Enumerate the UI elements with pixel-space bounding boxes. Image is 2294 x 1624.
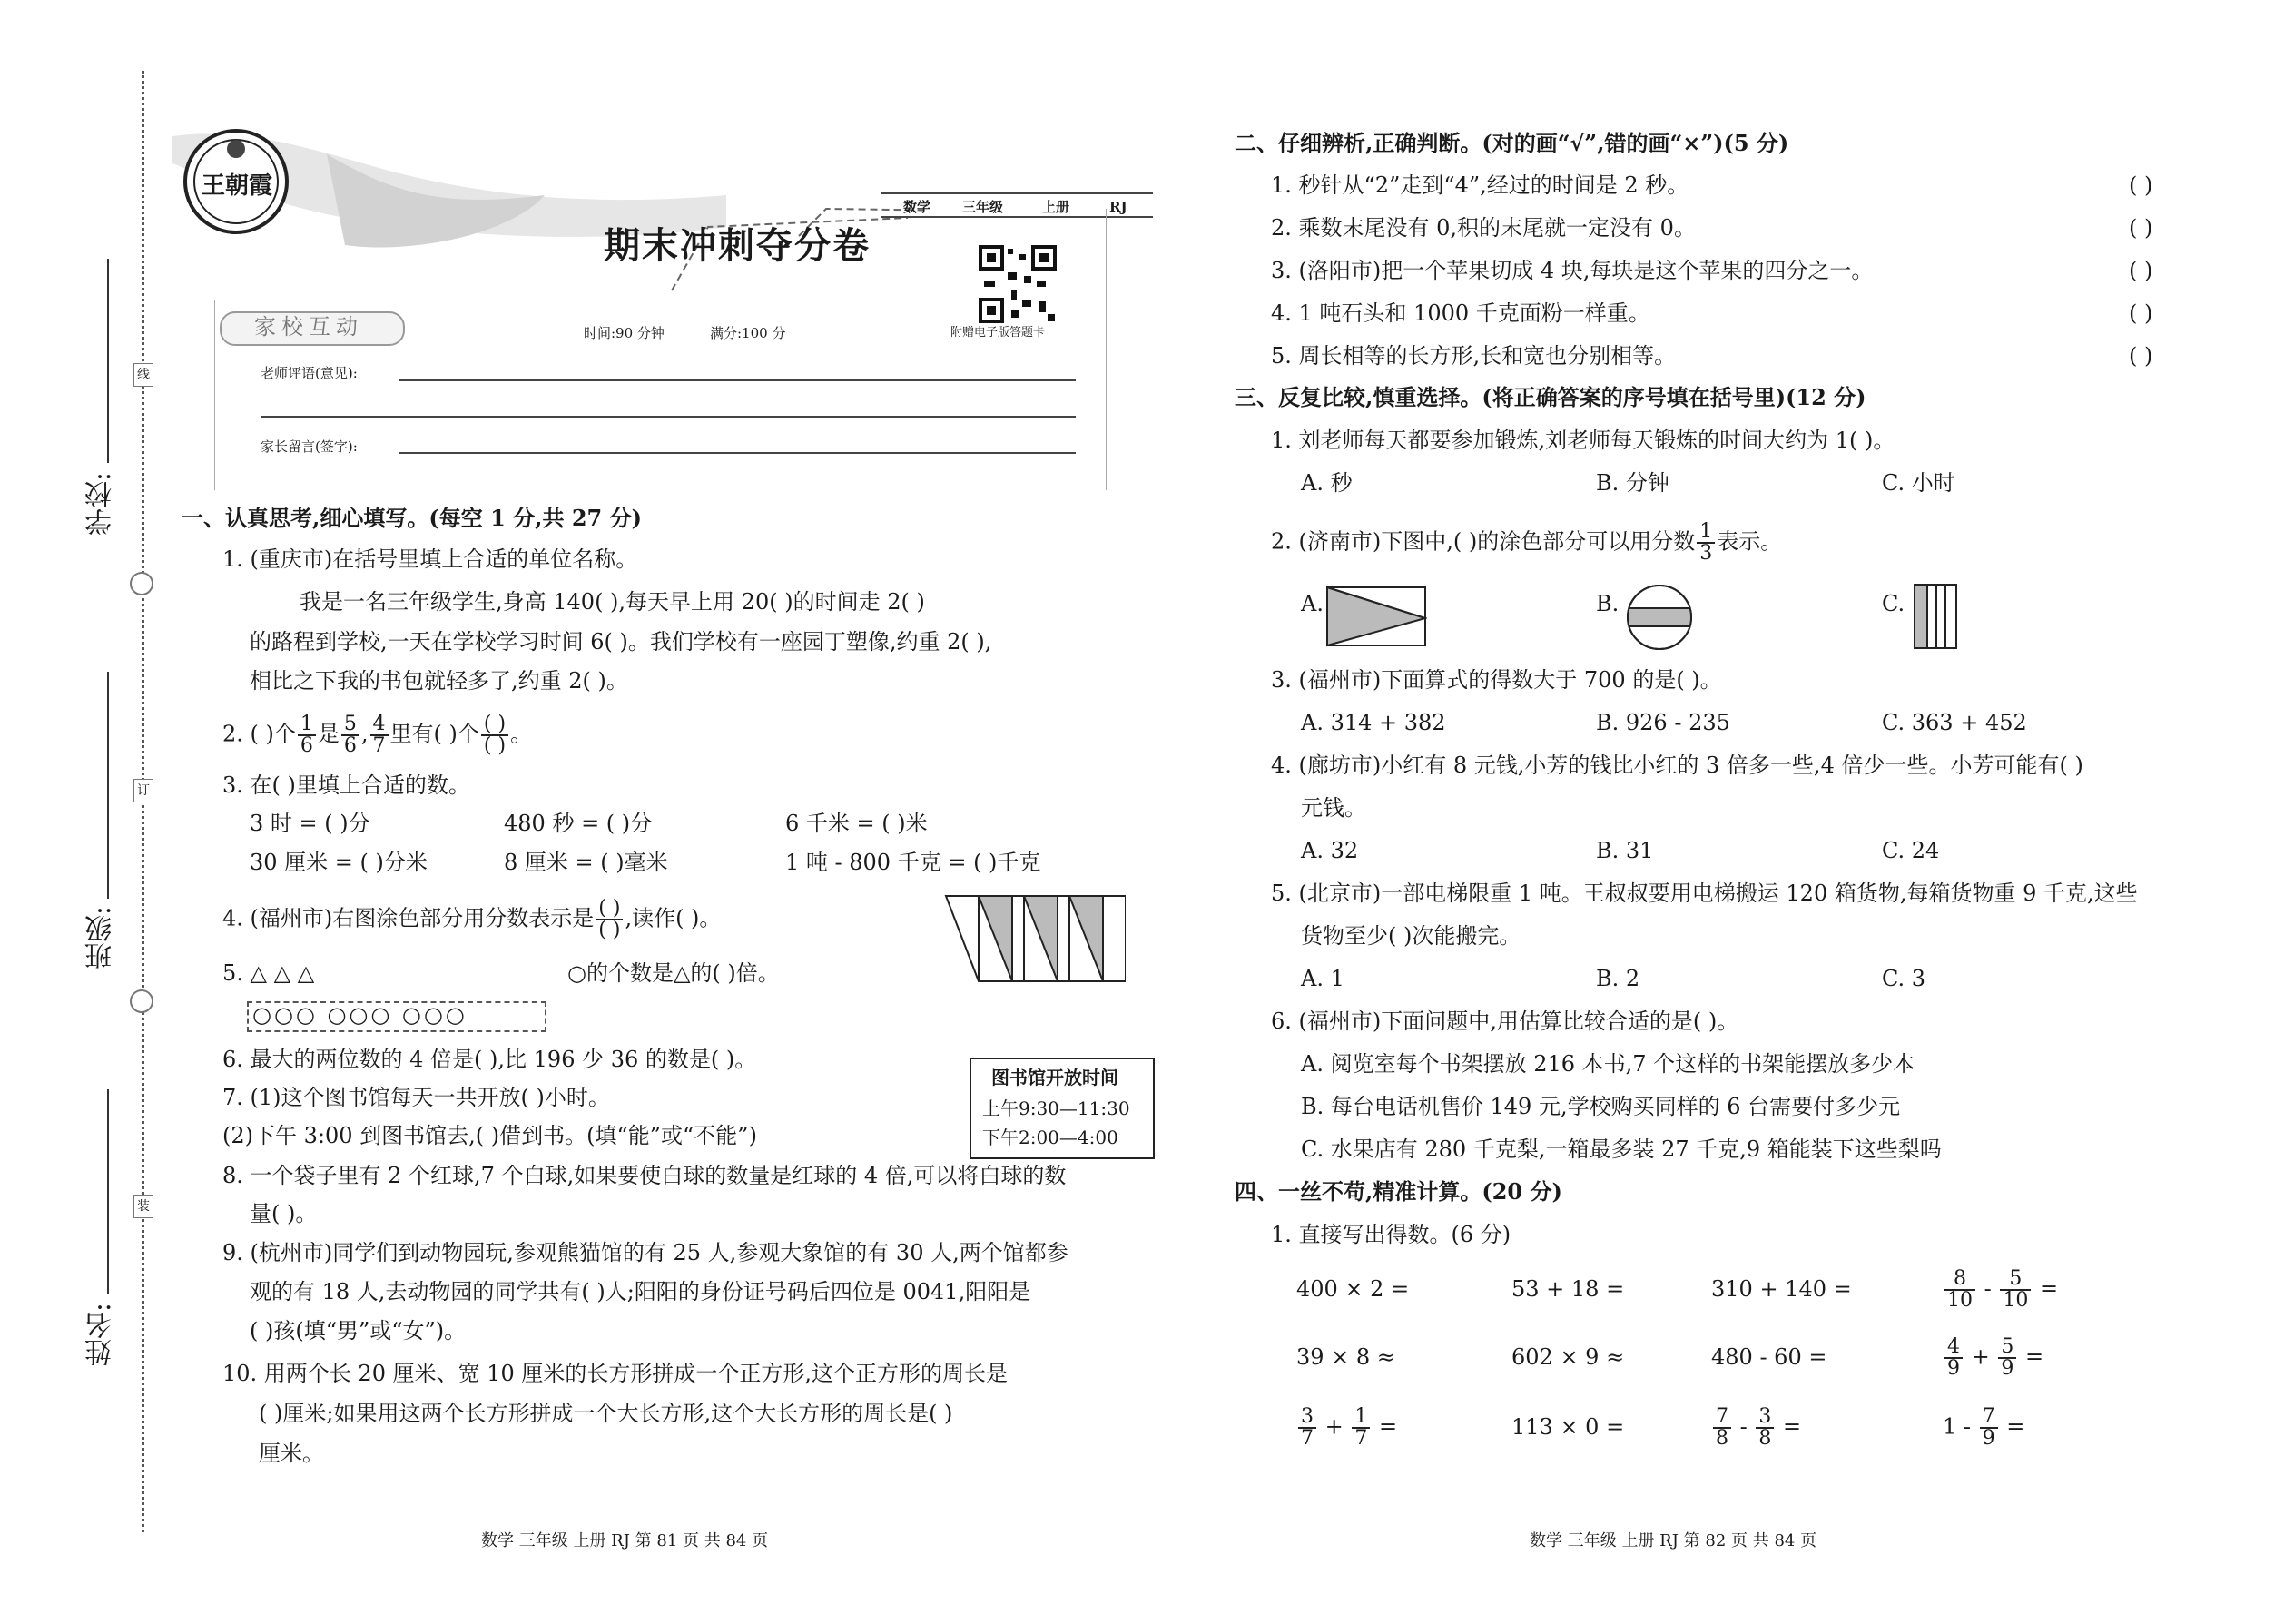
- q4-frac-blank[interactable]: $\frac{( )}{( )}$: [596, 899, 623, 940]
- calc-r3-c4-eq: =: [2006, 1413, 2025, 1440]
- calc-r1-c1: 400 × 2 =: [1296, 1276, 1410, 1302]
- q1-line1: 我是一名三年级学生,身高 140( ),每天早上用 20( )的时间走 2( ): [300, 589, 925, 615]
- judge-2: 2. 乘数末尾没有 0,积的末尾就一定没有 0。: [1271, 215, 1696, 241]
- calc-r3-c3-op: -: [1739, 1413, 1748, 1440]
- choice-1: 1. 刘老师每天都要参加锻炼,刘老师每天锻炼的时间大约为 1( )。: [1271, 428, 1895, 453]
- q2-text-c: ,: [360, 721, 369, 747]
- calc-r1-c4: [1943, 1269, 2058, 1311]
- choice-2-frac: $\frac{1}{3}$: [1697, 522, 1715, 564]
- q4-line: [222, 899, 721, 940]
- calc-r3-c1-op: +: [1324, 1413, 1344, 1440]
- choice-3-b[interactable]: B. 926 - 235: [1596, 710, 1730, 735]
- calc-r2-c1: 39 × 8 ≈: [1296, 1344, 1395, 1370]
- q2-frac-1: $\frac{1}{6}$: [298, 714, 316, 756]
- choice-3-c[interactable]: C. 363 + 452: [1882, 710, 2027, 735]
- judge-2-blank[interactable]: ( ): [2129, 215, 2153, 241]
- section4-q1: 1. 直接写出得数。(6 分): [1271, 1222, 1511, 1247]
- q7-part1: 7. (1)这个图书馆每天一共开放( )小时。: [222, 1085, 610, 1110]
- q2-text-e: 。: [510, 721, 533, 747]
- q2-frac-3: $\frac{4}{7}$: [370, 714, 389, 756]
- home-school-text: 家校互动: [254, 314, 363, 340]
- q10-line1: 10. 用两个长 20 厘米、宽 10 厘米的长方形拼成一个正方形,这个正方形的周长是: [222, 1361, 1009, 1386]
- section2-heading: 二、仔细辨析,正确判断。(对的画“√”,错的画“×”)(5 分): [1235, 130, 1789, 156]
- q3-r1c3: 6 千米 = ( )米: [785, 811, 928, 836]
- calc-r3-c3-frac-a: $\frac{7}{8}$: [1713, 1407, 1731, 1449]
- choice-5-line2: 货物至少( )次能搬完。: [1301, 923, 1521, 949]
- choice-6-b[interactable]: B. 每台电话机售价 149 元,学校购买同样的 6 台需要付多少元: [1301, 1094, 1901, 1119]
- calc-r3-c3-eq: =: [1783, 1413, 1802, 1440]
- library-hours-pm: 下午2:00—4:00: [982, 1127, 1118, 1148]
- q2-line: [222, 714, 532, 756]
- choice-3-a[interactable]: A. 314 + 382: [1301, 710, 1446, 735]
- class-label: 班级:: [85, 906, 117, 970]
- q9-line3: ( )孩(填“男”或“女”)。: [250, 1318, 467, 1343]
- calc-r2-c3: 480 - 60 =: [1711, 1344, 1827, 1370]
- calc-r3-c3: [1711, 1407, 1801, 1449]
- calc-r3-c4-pre: 1 -: [1943, 1413, 1972, 1440]
- teacher-comment-line-1[interactable]: [399, 379, 1076, 381]
- calc-r3-c2: 113 × 0 =: [1511, 1414, 1625, 1440]
- calc-r3-c4-frac: $\frac{7}{9}$: [1980, 1407, 1998, 1449]
- teacher-comment-line-2[interactable]: [261, 416, 1076, 418]
- choice-1-b[interactable]: B. 分钟: [1596, 470, 1669, 496]
- school-field[interactable]: [107, 259, 109, 463]
- left-page-footer: 数学 三年级 上册 RJ 第 81 页 共 84 页: [481, 1531, 769, 1550]
- choice-1-a[interactable]: A. 秒: [1301, 470, 1353, 496]
- choice-5-b[interactable]: B. 2: [1596, 966, 1640, 991]
- choice-4-line2: 元钱。: [1301, 795, 1366, 821]
- calc-r2-eq: =: [2025, 1343, 2044, 1370]
- q3-r2c3: 1 吨 - 800 千克 = ( )千克: [785, 850, 1041, 875]
- q2-frac-blank[interactable]: $\frac{( )}{( )}$: [481, 714, 508, 756]
- logo-text: 王朝霞: [202, 172, 273, 200]
- qr-caption: 附赠电子版答题卡: [950, 326, 1046, 340]
- class-field[interactable]: [107, 672, 109, 899]
- tag-subject: 数学: [903, 199, 931, 215]
- calc-r2-frac-a: $\frac{4}{9}$: [1944, 1337, 1963, 1379]
- calc-r3-c3-frac-b: $\frac{3}{8}$: [1756, 1407, 1774, 1449]
- bind-char-2: 订: [133, 779, 153, 802]
- comment-frame-right: [1106, 209, 1108, 490]
- choice-6-a[interactable]: A. 阅览室每个书架摆放 216 本书,7 个这样的书架能摆放多少本: [1301, 1051, 1915, 1077]
- choice-2-c[interactable]: C.: [1882, 591, 1905, 616]
- judge-1-blank[interactable]: ( ): [2129, 172, 2153, 198]
- page-title: 期末冲刺夺分卷: [604, 224, 871, 267]
- calc-r2-c2: 602 × 9 ≈: [1511, 1344, 1625, 1370]
- calc-r3-frac-a: $\frac{3}{7}$: [1298, 1407, 1316, 1449]
- teacher-comment-label: 老师评语(意见):: [261, 365, 358, 381]
- parent-comment-label: 家长留言(签字):: [261, 438, 358, 455]
- choice-1-c[interactable]: C. 小时: [1882, 470, 1955, 496]
- calc-r3-c1: [1296, 1407, 1397, 1449]
- q1-prompt: 1. (重庆市)在括号里填上合适的单位名称。: [222, 546, 638, 572]
- calc-r3-c4: [1943, 1407, 2024, 1449]
- comment-frame-left: [214, 300, 216, 490]
- right-page-footer: 数学 三年级 上册 RJ 第 82 页 共 84 页: [1530, 1531, 1817, 1550]
- binding-hole-2: [130, 989, 153, 1013]
- choice-2-b-figure: [1625, 583, 1694, 652]
- q2-text-b: 是: [317, 721, 340, 747]
- calc-r2-op: +: [1971, 1343, 1990, 1370]
- q9-line1: 9. (杭州市)同学们到动物园玩,参观熊猫馆的有 25 人,参观大象馆的有 30 人,两个馆都参: [222, 1240, 1068, 1265]
- choice-6: 6. (福州市)下面问题中,用估算比较合适的是( )。: [1271, 1009, 1739, 1034]
- q2-text-a: 2. ( )个: [222, 721, 296, 747]
- judge-4-blank[interactable]: ( ): [2129, 300, 2153, 326]
- choice-3: 3. (福州市)下面算式的得数大于 700 的是( )。: [1271, 667, 1722, 693]
- judge-5-blank[interactable]: ( ): [2129, 343, 2153, 369]
- q8-line2: 量( )。: [250, 1201, 318, 1226]
- q3-r2c2: 8 厘米 = ( )毫米: [504, 850, 668, 875]
- choice-2-a-figure: [1325, 586, 1427, 647]
- choice-2-line: [1271, 522, 1782, 564]
- choice-2-c-figure: [1913, 583, 1958, 650]
- parent-comment-line[interactable]: [399, 452, 1076, 454]
- calc-r2-frac-b: $\frac{5}{9}$: [1998, 1337, 2016, 1379]
- binding-hole-1: [130, 572, 153, 595]
- q3-r1c1: 3 时 = ( )分: [250, 811, 370, 836]
- q10-line3: 厘米。: [259, 1441, 324, 1466]
- section1-heading: 一、认真思考,细心填写。(每空 1 分,共 27 分): [182, 505, 642, 531]
- calc-r3-c1-eq: =: [1379, 1413, 1398, 1440]
- choice-5-line1: 5. (北京市)一部电梯限重 1 吨。王叔叔要用电梯搬运 120 箱货物,每箱货物重 9 千克,这些: [1271, 881, 2138, 906]
- q5-triangles: 5. △ △ △: [222, 960, 315, 986]
- q1-line3: 相比之下我的书包就轻多了,约重 2( )。: [250, 668, 628, 694]
- q2-text-d: 里有( )个: [389, 721, 479, 747]
- section3-heading: 三、反复比较,慎重选择。(将正确答案的序号填在括号里)(12 分): [1235, 384, 1866, 410]
- choice-2-text-b: 表示。: [1717, 528, 1783, 555]
- judge-1: 1. 秒针从“2”走到“4”,经过的时间是 2 秒。: [1271, 172, 1689, 198]
- choice-4-line1: 4. (廊坊市)小红有 8 元钱,小芳的钱比小红的 3 倍多一些,4 倍少一些。小芳可能有( ): [1271, 753, 2083, 778]
- choice-4-b[interactable]: B. 31: [1596, 838, 1654, 863]
- calc-r1-c3: 310 + 140 =: [1711, 1276, 1852, 1302]
- q3-r1c2: 480 秒 = ( )分: [504, 811, 653, 836]
- bind-char-1: 线: [133, 363, 153, 387]
- tag-grade: 三年级: [962, 199, 1004, 215]
- q1-line2: 的路程到学校,一天在学校学习时间 6( )。我们学校有一座园丁塑像,约重 2( ),: [250, 629, 992, 655]
- choice-6-c[interactable]: C. 水果店有 280 千克梨,一箱最多装 27 千克,9 箱能装下这些梨吗: [1301, 1137, 1942, 1162]
- q5-question: ○的个数是△的( )倍。: [567, 960, 780, 986]
- tag-edition: RJ: [1109, 199, 1127, 215]
- bind-char-3: 装: [133, 1195, 153, 1218]
- q3-prompt: 3. 在( )里填上合适的数。: [222, 773, 470, 798]
- qr-code[interactable]: [979, 245, 1057, 323]
- q9-line2: 观的有 18 人,去动物园的同学共有( )人;阳阳的身份证号码后四位是 0041,阳阳是: [250, 1279, 1031, 1304]
- choice-2-a[interactable]: A.: [1301, 591, 1324, 616]
- q7-part2: (2)下午 3:00 到图书馆去,( )借到书。(填“能”或“不能”): [222, 1123, 757, 1148]
- choice-5-c[interactable]: C. 3: [1882, 966, 1926, 991]
- q2-frac-2: $\frac{5}{6}$: [341, 714, 359, 756]
- q4-figure: [944, 894, 1126, 985]
- calc-r1-op: -: [1984, 1275, 1992, 1302]
- school-label: 学校:: [85, 472, 117, 536]
- q8-line1: 8. 一个袋子里有 2 个红球,7 个白球,如果要使白球的数量是红球的 4 倍,可以将白球的数: [222, 1163, 1067, 1188]
- name-label: 姓名:: [85, 1303, 117, 1367]
- choice-2-text-a: 2. (济南市)下图中,( )的涂色部分可以用分数: [1271, 528, 1696, 555]
- calc-r1-frac-a: $\frac{8}{10}$: [1944, 1269, 1975, 1311]
- calc-r1-frac-b: $\frac{5}{10}$: [2000, 1269, 2031, 1311]
- choice-5-a[interactable]: A. 1: [1301, 966, 1344, 991]
- section4-heading: 四、一丝不苟,精准计算。(20 分): [1235, 1178, 1562, 1205]
- q4-text-a: 4. (福州市)右图涂色部分用分数表示是: [222, 905, 595, 931]
- library-hours-title: 图书馆开放时间: [991, 1067, 1118, 1088]
- time-info: 时间:90 分钟: [584, 325, 665, 341]
- q6: 6. 最大的两位数的 4 倍是( ),比 196 少 36 的数是( )。: [222, 1047, 757, 1072]
- calc-r1-c2: 53 + 18 =: [1511, 1276, 1625, 1302]
- choice-4-a[interactable]: A. 32: [1301, 838, 1359, 863]
- choice-4-c[interactable]: C. 24: [1882, 838, 1940, 863]
- q10-line2: ( )厘米;如果用这两个长方形拼成一个大长方形,这个大长方形的周长是( ): [259, 1401, 953, 1426]
- library-hours-am: 上午9:30—11:30: [982, 1097, 1130, 1119]
- judge-3: 3. (洛阳市)把一个苹果切成 4 块,每块是这个苹果的四分之一。: [1271, 258, 1874, 283]
- calc-r3-frac-b: $\frac{1}{7}$: [1352, 1407, 1370, 1449]
- calc-r2-c4: [1943, 1337, 2043, 1379]
- q4-text-b: ,读作( )。: [625, 905, 722, 931]
- choice-2-b[interactable]: B.: [1596, 591, 1620, 616]
- calc-r1-eq: =: [2040, 1275, 2059, 1302]
- judge-5: 5. 周长相等的长方形,长和宽也分别相等。: [1271, 343, 1677, 369]
- name-field[interactable]: [107, 1089, 109, 1294]
- judge-4: 4. 1 吨石头和 1000 千克面粉一样重。: [1271, 300, 1650, 326]
- judge-3-blank[interactable]: ( ): [2129, 258, 2153, 283]
- tag-volume: 上册: [1042, 199, 1070, 215]
- score-info: 满分:100 分: [710, 325, 786, 341]
- q3-r2c1: 30 厘米 = ( )分米: [250, 850, 428, 875]
- q5-circles: ○○○ ○○○ ○○○: [252, 1002, 468, 1028]
